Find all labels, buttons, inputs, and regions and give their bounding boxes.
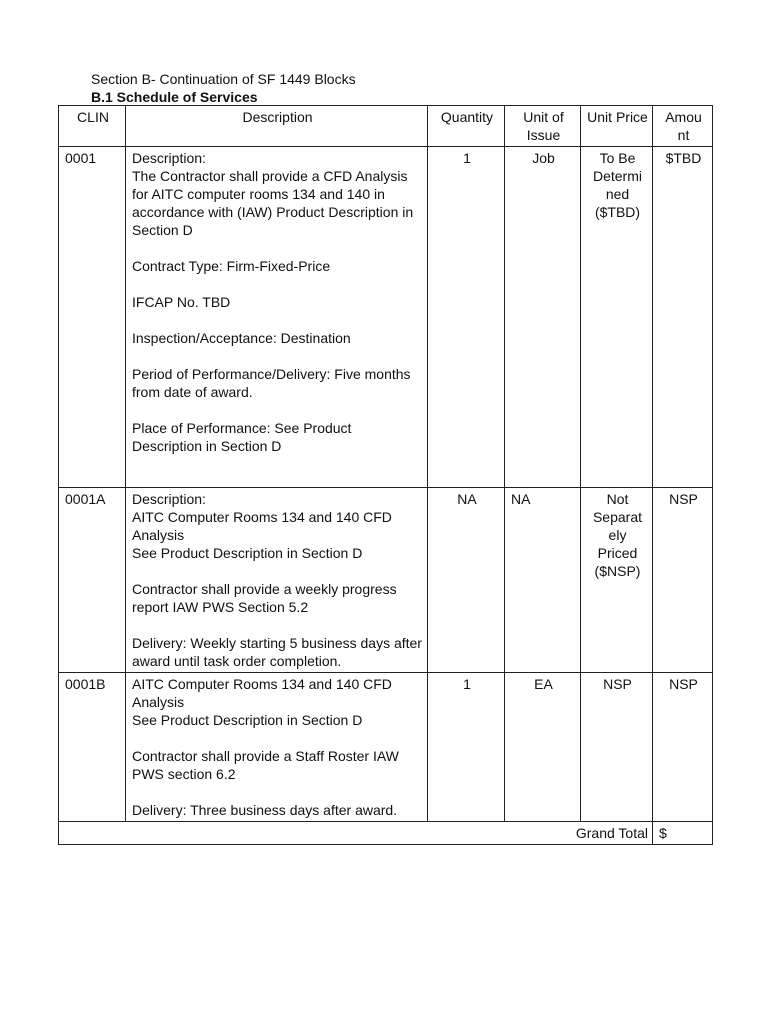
description-cell (126, 673, 428, 822)
grand-total-label: Grand Total (59, 822, 653, 845)
grand-total-value: $ (653, 822, 713, 845)
description-reference: See Product Description in Section D (132, 712, 363, 728)
col-header-unit-of-issue: Unit of Issue (505, 106, 581, 147)
description-label: Description: (132, 150, 206, 166)
col-header-unit-price: Unit Price (581, 106, 653, 147)
schedule-table (58, 105, 713, 845)
unit-cell: EA (505, 673, 581, 822)
table-row (59, 673, 713, 822)
description-text: AITC Computer Rooms 134 and 140 CFD Analysis (132, 676, 392, 710)
ifcap-number: IFCAP No. TBD (132, 294, 231, 310)
table-row (59, 147, 713, 488)
staff-roster-requirement: Contractor shall provide a Staff Roster IAW PWS section 6.2 (132, 748, 399, 782)
period-of-performance: Period of Performance/Delivery: Five months from date of award. (132, 366, 411, 400)
place-of-performance: Place of Performance: See Product Description in Section D (132, 420, 352, 454)
unit-price-cell: To Be Determi ned ($TBD) (581, 147, 653, 488)
clin-cell: 0001 (59, 147, 126, 488)
clin-cell: 0001A (59, 488, 126, 673)
unit-price-cell: Not Separat ely Priced ($NSP) (581, 488, 653, 673)
contract-type: Contract Type: Firm-Fixed-Price (132, 258, 331, 274)
description-label: Description: (132, 491, 206, 507)
description-text: The Contractor shall provide a CFD Analysis for AITC computer rooms 134 and 140 in accordance with (IAW) Product Description in Section D (132, 168, 414, 238)
delivery-terms: Delivery: Three business days after award. (132, 802, 398, 818)
grand-total-row (59, 822, 713, 845)
clin-cell: 0001B (59, 673, 126, 822)
quantity-cell: NA (428, 488, 505, 673)
inspection-acceptance: Inspection/Acceptance: Destination (132, 330, 351, 346)
quantity-cell: 1 (428, 147, 505, 488)
amount-cell: NSP (653, 488, 713, 673)
description-reference: See Product Description in Section D (132, 545, 363, 561)
col-header-quantity: Quantity (428, 106, 505, 147)
delivery-terms: Delivery: Weekly starting 5 business days after award until task order completion. (132, 635, 422, 669)
progress-report-requirement: Contractor shall provide a weekly progress report IAW PWS Section 5.2 (132, 581, 397, 615)
description-cell (126, 147, 428, 488)
section-title: Section B- Continuation of SF 1449 Blocks (91, 71, 356, 87)
header-row (59, 106, 713, 147)
col-header-clin: CLIN (59, 106, 126, 147)
amount-cell: $TBD (653, 147, 713, 488)
amount-cell: NSP (653, 673, 713, 822)
description-cell (126, 488, 428, 673)
section-heading (91, 70, 356, 106)
table-row (59, 488, 713, 673)
unit-cell: NA (505, 488, 581, 673)
col-header-description: Description (126, 106, 428, 147)
unit-cell: Job (505, 147, 581, 488)
col-header-amount: Amou nt (653, 106, 713, 147)
schedule-title: B.1 Schedule of Services (91, 89, 258, 105)
description-text: AITC Computer Rooms 134 and 140 CFD Analysis (132, 509, 392, 543)
unit-price-cell: NSP (581, 673, 653, 822)
quantity-cell: 1 (428, 673, 505, 822)
